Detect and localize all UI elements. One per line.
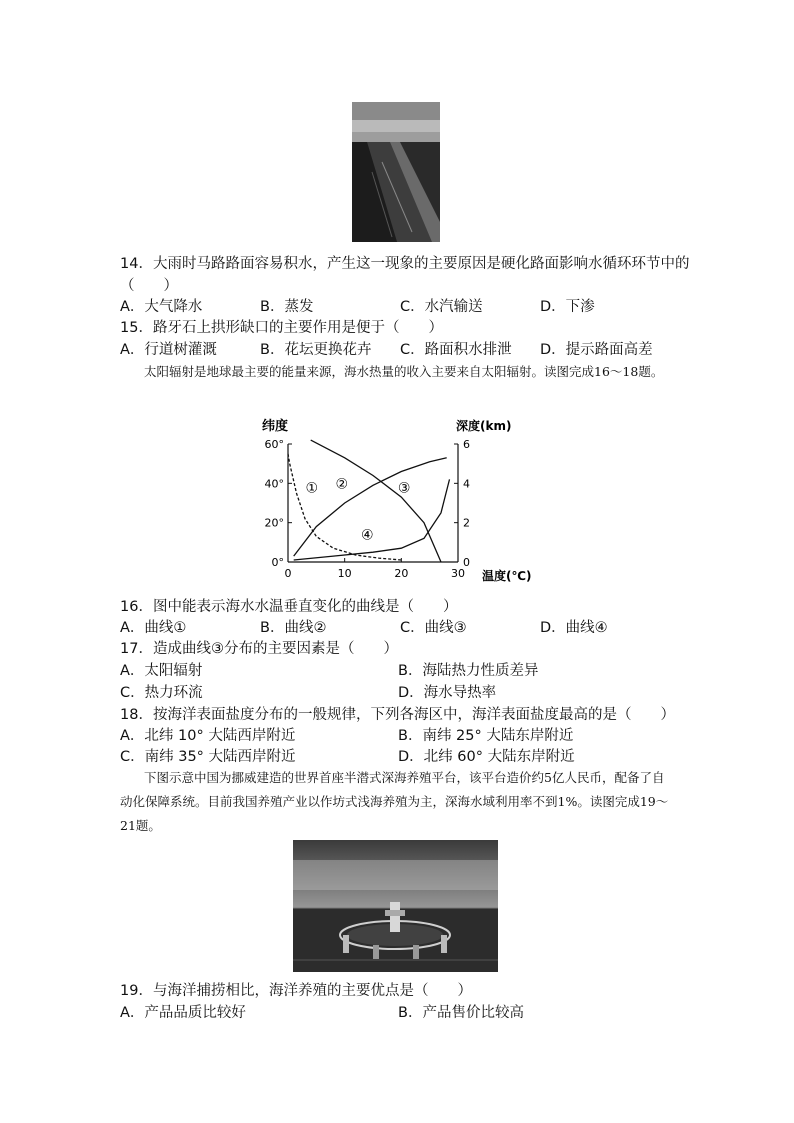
q18-option-c: C．南纬 35° 大陆西岸附近 — [120, 749, 296, 765]
chart-ytick-label: 0° — [271, 556, 284, 569]
q19-option-b: B．产品售价比较高 — [398, 1005, 524, 1021]
chart-xlabel: 温度(℃) — [482, 569, 532, 583]
q16-option-b: B．曲线② — [260, 620, 327, 636]
chart-y2tick-label: 6 — [463, 438, 470, 451]
q15-stem: 15．路牙石上拱形缺口的主要作用是便于（ ） — [120, 320, 443, 336]
q14-paren: （ ） — [120, 278, 178, 294]
chart-y2tick-label: 2 — [463, 516, 470, 530]
chart-series-4-label: ④ — [361, 527, 374, 544]
q17-option-c: C．热力环流 — [120, 685, 203, 701]
q19-option-a: A．产品品质比较好 — [120, 1005, 246, 1021]
offshore-farm-photo-art — [293, 840, 498, 972]
chart-series-3-line — [311, 440, 441, 562]
q14-option-b: B．蒸发 — [260, 299, 314, 315]
chart-xtick-label: 30 — [451, 567, 465, 580]
q18-stem: 18．按海洋表面盐度分布的一般规律，下列各海区中，海洋表面盐度最高的是（ ） — [120, 707, 675, 723]
offshore-farm-photo — [293, 840, 498, 972]
chart-ytick-label: 20° — [264, 516, 284, 530]
q17-option-d: D．海水导热率 — [398, 685, 497, 701]
q14-stem: 14．大雨时马路路面容易积水，产生这一现象的主要原因是硬化路面影响水循环环节中的 — [120, 256, 690, 272]
q16-option-a: A．曲线① — [120, 620, 187, 636]
chart-y2label: 深度(km) — [456, 419, 512, 433]
q14-option-a: A．大气降水 — [120, 299, 203, 315]
q15-option-c: C．路面积水排泄 — [400, 342, 512, 358]
q17-option-b: B．海陆热力性质差异 — [398, 663, 539, 679]
q14-option-d: D．下渗 — [540, 299, 595, 315]
passage-19-21: 下图示意中国为挪威建造的世界首座半潜式深海养殖平台，该平台造价约5亿人民币，配备了自动化保障系统。目前我国养殖产业以作坊式浅海养殖为主，深海水域利用率不到1%。读图完成19～21题。 — [120, 770, 669, 833]
q17-stem: 17．造成曲线③分布的主要因素是（ ） — [120, 641, 398, 657]
chart-series-1-label: ① — [305, 480, 319, 497]
q16-option-c: C．曲线③ — [400, 620, 467, 636]
q16-stem: 16．图中能表示海水水温垂直变化的曲线是（ ） — [120, 599, 458, 615]
chart-ylabel: 纬度 — [262, 419, 289, 434]
chart-xtick-label: 10 — [337, 567, 352, 580]
chart-series-1-line — [288, 454, 401, 560]
q17-option-a: A．太阳辐射 — [120, 663, 203, 679]
chart-ytick-label: 40° — [264, 477, 284, 491]
chart-series-3-label: ③ — [397, 480, 411, 497]
chart-series-2-label: ② — [335, 476, 349, 493]
chart-ytick-label: 60° — [264, 438, 284, 451]
q15-option-a: A．行道树灌溉 — [120, 342, 217, 358]
q15-option-d: D．提示路面高差 — [540, 342, 653, 358]
q16-option-d: D．曲线④ — [540, 620, 608, 636]
q19-stem: 19．与海洋捕捞相比，海洋养殖的主要优点是（ ） — [120, 983, 472, 999]
road-curb-photo-art — [352, 102, 440, 242]
chart-xtick-label: 20 — [394, 567, 409, 580]
passage-16-18: 太阳辐射是地球最主要的能量来源，海水热量的收入主要来自太阳辐射。读图完成16～18题。 — [144, 364, 664, 379]
road-curb-photo — [352, 102, 440, 242]
chart-y2tick-label: 4 — [463, 477, 470, 491]
temperature-chart — [260, 418, 532, 588]
q15-option-b: B．花坛更换花卉 — [260, 342, 372, 358]
chart-y2tick-label: 0 — [463, 556, 470, 569]
chart-xtick-label: 0 — [284, 567, 292, 580]
q18-option-b: B．南纬 25° 大陆东岸附近 — [398, 728, 574, 744]
q14-option-c: C．水汽输送 — [400, 299, 483, 315]
q18-option-a: A．北纬 10° 大陆西岸附近 — [120, 728, 296, 744]
q18-option-d: D．北纬 60° 大陆东岸附近 — [398, 749, 575, 765]
